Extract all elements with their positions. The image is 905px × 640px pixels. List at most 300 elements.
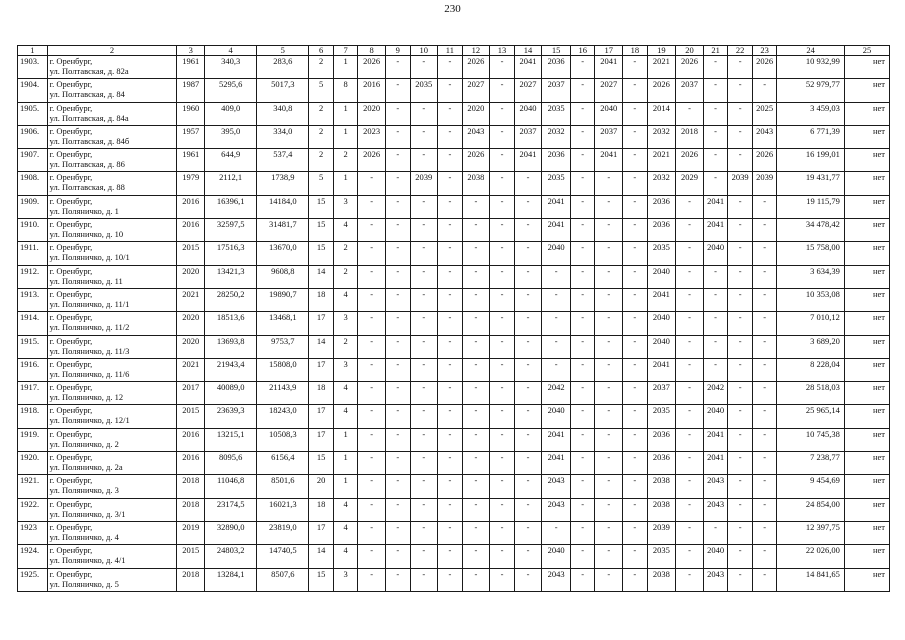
cell-c10: 2035 [410, 79, 438, 102]
cell-floors: 17 [309, 428, 334, 451]
address-cell [47, 498, 177, 521]
cell-entrances: 3 [333, 568, 358, 591]
cell-c13: - [490, 568, 515, 591]
cell-c18: - [623, 475, 648, 498]
cell-c16: - [570, 125, 595, 148]
cell-c20: - [676, 312, 704, 335]
cell-c8: 2020 [358, 102, 386, 125]
cell-c18: - [623, 195, 648, 218]
cell-c20: - [676, 568, 704, 591]
cell-c12: 2020 [462, 102, 490, 125]
cell-c9: - [385, 382, 410, 405]
cell-c13: - [490, 498, 515, 521]
address-cell [47, 149, 177, 172]
cell-c17: 2041 [595, 56, 623, 79]
address-cell [47, 172, 177, 195]
cell-entrances: 4 [333, 545, 358, 568]
cell-cost: 34 478,42 [777, 219, 844, 242]
cell-c13: - [490, 382, 515, 405]
cell-c13: - [490, 265, 515, 288]
address-city: г. Оренбург, [49, 195, 93, 206]
table-row [18, 452, 890, 475]
row-number: 1907. [18, 149, 48, 172]
cell-c10: - [410, 288, 438, 311]
cell-c22: - [728, 125, 753, 148]
cell-floors: 2 [309, 56, 334, 79]
cell-area-total: 8095,6 [205, 452, 257, 475]
row-number: 1925. [18, 568, 48, 591]
cell-c12: - [462, 265, 490, 288]
cell-entrances: 1 [333, 102, 358, 125]
cell-c13: - [490, 219, 515, 242]
table-row [18, 428, 890, 451]
cell-c19: 2040 [647, 265, 676, 288]
cell-c11: - [438, 172, 463, 195]
cell-c16: - [570, 312, 595, 335]
cell-c19: 2035 [647, 545, 676, 568]
cell-c12: - [462, 382, 490, 405]
cell-area-living: 31481,7 [257, 219, 309, 242]
cell-c10: - [410, 102, 438, 125]
cell-c14: - [514, 568, 542, 591]
cell-area-total: 395,0 [205, 125, 257, 148]
cell-c18: - [623, 405, 648, 428]
cell-c23: - [752, 312, 777, 335]
cell-year: 1979 [177, 172, 205, 195]
cell-c21: - [703, 358, 728, 381]
cell-c20: 2037 [676, 79, 704, 102]
cell-area-living: 9753,7 [257, 335, 309, 358]
cell-c20: - [676, 335, 704, 358]
cell-area-total: 409,0 [205, 102, 257, 125]
cell-c15: 2041 [542, 195, 571, 218]
cell-year: 2021 [177, 288, 205, 311]
cell-entrances: 1 [333, 452, 358, 475]
address-street: ул. Поляничко, д. 3 [49, 485, 119, 496]
cell-floors: 15 [309, 195, 334, 218]
cell-c23: - [752, 498, 777, 521]
cell-c11: - [438, 521, 463, 544]
cell-c19: 2032 [647, 125, 676, 148]
cell-c16: - [570, 358, 595, 381]
address-city: г. Оренбург, [49, 405, 93, 416]
cell-c17: - [595, 428, 623, 451]
cell-c17: - [595, 382, 623, 405]
cell-c8: - [358, 452, 386, 475]
address-street: ул. Поляничко, д. 1 [49, 205, 119, 216]
cell-c11: - [438, 382, 463, 405]
cell-c18: - [623, 312, 648, 335]
cell-cost: 3 459,03 [777, 102, 844, 125]
cell-area-living: 18243,0 [257, 405, 309, 428]
cell-c19: 2035 [647, 405, 676, 428]
cell-flag: нет [844, 545, 889, 568]
cell-c11: - [438, 125, 463, 148]
cell-c12: - [462, 428, 490, 451]
column-header: 14 [514, 46, 542, 56]
cell-year: 2019 [177, 521, 205, 544]
cell-c14: - [514, 498, 542, 521]
cell-c21: - [703, 312, 728, 335]
cell-floors: 15 [309, 568, 334, 591]
cell-c18: - [623, 102, 648, 125]
cell-c10: - [410, 568, 438, 591]
table-row [18, 149, 890, 172]
cell-c15: - [542, 288, 571, 311]
cell-year: 2015 [177, 545, 205, 568]
cell-floors: 5 [309, 79, 334, 102]
cell-c23: 2025 [752, 102, 777, 125]
cell-c16: - [570, 405, 595, 428]
cell-cost: 6 771,39 [777, 125, 844, 148]
cell-c14: - [514, 452, 542, 475]
cell-c16: - [570, 102, 595, 125]
cell-c19: 2021 [647, 56, 676, 79]
cell-cost: 9 454,69 [777, 475, 844, 498]
table-row [18, 242, 890, 265]
cell-c18: - [623, 545, 648, 568]
cell-c17: 2041 [595, 149, 623, 172]
cell-c15: - [542, 312, 571, 335]
address-cell [47, 56, 177, 79]
cell-entrances: 1 [333, 56, 358, 79]
column-header: 15 [542, 46, 571, 56]
address-cell [47, 545, 177, 568]
cell-c10: - [410, 125, 438, 148]
cell-entrances: 4 [333, 498, 358, 521]
cell-year: 2018 [177, 475, 205, 498]
table-row [18, 288, 890, 311]
address-cell [47, 475, 177, 498]
cell-c8: - [358, 428, 386, 451]
cell-c18: - [623, 242, 648, 265]
cell-area-living: 13468,1 [257, 312, 309, 335]
cell-c15: 2043 [542, 568, 571, 591]
address-cell [47, 102, 177, 125]
cell-cost: 19 431,77 [777, 172, 844, 195]
cell-entrances: 4 [333, 382, 358, 405]
cell-c22: - [728, 498, 753, 521]
cell-entrances: 3 [333, 195, 358, 218]
column-header: 16 [570, 46, 595, 56]
cell-c12: 2038 [462, 172, 490, 195]
column-header: 8 [358, 46, 386, 56]
cell-c23: - [752, 545, 777, 568]
cell-c23: - [752, 288, 777, 311]
row-number: 1922. [18, 498, 48, 521]
address-street: ул. Поляничко, д. 10/1 [49, 252, 130, 263]
address-cell [47, 288, 177, 311]
cell-c17: - [595, 358, 623, 381]
cell-c15: 2036 [542, 56, 571, 79]
cell-c15: - [542, 521, 571, 544]
cell-c15: 2042 [542, 382, 571, 405]
cell-year: 2021 [177, 358, 205, 381]
column-header: 22 [728, 46, 753, 56]
cell-c9: - [385, 79, 410, 102]
cell-area-living: 9608,8 [257, 265, 309, 288]
cell-c18: - [623, 452, 648, 475]
cell-c10: - [410, 242, 438, 265]
cell-c20: - [676, 265, 704, 288]
cell-c14: - [514, 475, 542, 498]
cell-c23: 2043 [752, 125, 777, 148]
cell-cost: 16 199,01 [777, 149, 844, 172]
cell-c13: - [490, 56, 515, 79]
cell-flag: нет [844, 242, 889, 265]
cell-area-living: 15808,0 [257, 358, 309, 381]
cell-year: 2020 [177, 312, 205, 335]
cell-c22: - [728, 521, 753, 544]
cell-area-total: 17516,3 [205, 242, 257, 265]
cell-c9: - [385, 452, 410, 475]
cell-c10: - [410, 452, 438, 475]
cell-area-living: 19890,7 [257, 288, 309, 311]
cell-c14: - [514, 405, 542, 428]
cell-year: 2016 [177, 195, 205, 218]
cell-c9: - [385, 498, 410, 521]
cell-c8: - [358, 521, 386, 544]
column-header: 12 [462, 46, 490, 56]
cell-flag: нет [844, 265, 889, 288]
cell-c14: - [514, 428, 542, 451]
cell-c13: - [490, 475, 515, 498]
cell-c11: - [438, 265, 463, 288]
cell-c8: - [358, 475, 386, 498]
cell-c14: - [514, 335, 542, 358]
cell-c22: - [728, 475, 753, 498]
row-number: 1918. [18, 405, 48, 428]
table-row [18, 382, 890, 405]
cell-c23: - [752, 358, 777, 381]
cell-c11: - [438, 358, 463, 381]
row-number: 1910. [18, 219, 48, 242]
cell-c18: - [623, 382, 648, 405]
cell-c20: - [676, 242, 704, 265]
cell-c23: - [752, 452, 777, 475]
cell-area-total: 24803,2 [205, 545, 257, 568]
cell-c19: 2026 [647, 79, 676, 102]
cell-c10: - [410, 312, 438, 335]
cell-c21: 2041 [703, 219, 728, 242]
cell-cost: 25 965,14 [777, 405, 844, 428]
cell-c19: 2014 [647, 102, 676, 125]
address-city: г. Оренбург, [49, 475, 93, 486]
address-cell [47, 79, 177, 102]
cell-c12: - [462, 452, 490, 475]
cell-c9: - [385, 265, 410, 288]
row-number: 1920. [18, 452, 48, 475]
cell-c9: - [385, 568, 410, 591]
address-street: ул. Поляничко, д. 11/2 [49, 322, 130, 333]
cell-cost: 10 353,08 [777, 288, 844, 311]
cell-area-living: 23819,0 [257, 521, 309, 544]
cell-c9: - [385, 405, 410, 428]
cell-c22: - [728, 568, 753, 591]
cell-c16: - [570, 242, 595, 265]
cell-c14: - [514, 382, 542, 405]
table-row [18, 79, 890, 102]
cell-c20: - [676, 545, 704, 568]
cell-c13: - [490, 102, 515, 125]
address-cell [47, 568, 177, 591]
cell-entrances: 8 [333, 79, 358, 102]
cell-c20: - [676, 521, 704, 544]
cell-c14: - [514, 172, 542, 195]
cell-c15: 2041 [542, 452, 571, 475]
cell-c18: - [623, 219, 648, 242]
cell-c8: - [358, 498, 386, 521]
cell-c8: - [358, 219, 386, 242]
cell-c12: - [462, 219, 490, 242]
cell-c14: - [514, 195, 542, 218]
cell-c23: 2026 [752, 56, 777, 79]
cell-flag: нет [844, 428, 889, 451]
cell-area-total: 13421,3 [205, 265, 257, 288]
address-city: г. Оренбург, [49, 56, 93, 66]
column-header: 19 [647, 46, 676, 56]
cell-c19: 2036 [647, 428, 676, 451]
column-header: 10 [410, 46, 438, 56]
cell-c18: - [623, 79, 648, 102]
cell-c21: - [703, 56, 728, 79]
cell-flag: нет [844, 219, 889, 242]
address-street: ул. Поляничко, д. 11/3 [49, 345, 130, 356]
cell-floors: 17 [309, 521, 334, 544]
address-city: г. Оренбург, [49, 312, 93, 323]
cell-c13: - [490, 288, 515, 311]
cell-c20: 2018 [676, 125, 704, 148]
column-number-header [18, 46, 890, 56]
cell-c15: 2040 [542, 405, 571, 428]
cell-year: 2016 [177, 452, 205, 475]
cell-c14: 2040 [514, 102, 542, 125]
column-header: 23 [752, 46, 777, 56]
row-number: 1923 [18, 521, 48, 544]
cell-entrances: 3 [333, 358, 358, 381]
cell-c19: 2038 [647, 498, 676, 521]
cell-c13: - [490, 195, 515, 218]
cell-flag: нет [844, 312, 889, 335]
cell-c14: - [514, 265, 542, 288]
cell-c14: - [514, 521, 542, 544]
cell-c12: - [462, 288, 490, 311]
cell-c21: 2041 [703, 452, 728, 475]
cell-c11: - [438, 195, 463, 218]
cell-c11: - [438, 242, 463, 265]
cell-flag: нет [844, 498, 889, 521]
cell-area-living: 13670,0 [257, 242, 309, 265]
cell-c23: - [752, 79, 777, 102]
cell-c22: - [728, 56, 753, 79]
address-cell [47, 312, 177, 335]
cell-c11: - [438, 56, 463, 79]
cell-c10: - [410, 335, 438, 358]
cell-entrances: 2 [333, 335, 358, 358]
cell-year: 1960 [177, 102, 205, 125]
cell-year: 2017 [177, 382, 205, 405]
cell-c20: - [676, 428, 704, 451]
cell-c22: - [728, 405, 753, 428]
column-header: 3 [177, 46, 205, 56]
cell-cost: 10 745,38 [777, 428, 844, 451]
cell-area-total: 2112,1 [205, 172, 257, 195]
cell-c15: 2032 [542, 125, 571, 148]
cell-c21: - [703, 265, 728, 288]
cell-cost: 7 238,77 [777, 452, 844, 475]
cell-c21: 2043 [703, 475, 728, 498]
address-street: ул. Поляничко, д. 11 [49, 275, 123, 286]
cell-year: 2018 [177, 498, 205, 521]
cell-c18: - [623, 172, 648, 195]
table-row [18, 219, 890, 242]
cell-c13: - [490, 149, 515, 172]
cell-year: 2020 [177, 335, 205, 358]
address-street: ул. Поляничко, д. 3/1 [49, 508, 126, 519]
cell-entrances: 2 [333, 265, 358, 288]
cell-area-total: 28250,2 [205, 288, 257, 311]
column-header: 17 [595, 46, 623, 56]
address-city: г. Оренбург, [49, 358, 93, 369]
cell-c21: - [703, 521, 728, 544]
address-street: ул. Поляничко, д. 10 [49, 229, 124, 240]
cell-cost: 52 979,77 [777, 79, 844, 102]
cell-area-total: 16396,1 [205, 195, 257, 218]
table-row [18, 335, 890, 358]
cell-c13: - [490, 358, 515, 381]
cell-entrances: 1 [333, 125, 358, 148]
cell-c11: - [438, 288, 463, 311]
cell-c16: - [570, 568, 595, 591]
cell-c10: - [410, 545, 438, 568]
cell-area-total: 13215,1 [205, 428, 257, 451]
table-row [18, 405, 890, 428]
cell-c18: - [623, 125, 648, 148]
address-cell [47, 335, 177, 358]
address-city: г. Оренбург, [49, 265, 93, 276]
cell-c18: - [623, 265, 648, 288]
cell-c23: - [752, 265, 777, 288]
cell-cost: 15 758,00 [777, 242, 844, 265]
row-number: 1903. [18, 56, 48, 79]
cell-c17: - [595, 288, 623, 311]
cell-c17: - [595, 452, 623, 475]
cell-c20: - [676, 288, 704, 311]
page-number: 230 [444, 3, 461, 15]
cell-floors: 2 [309, 125, 334, 148]
cell-c14: - [514, 288, 542, 311]
cell-c22: - [728, 358, 753, 381]
cell-c22: - [728, 265, 753, 288]
address-street: ул. Поляничко, д. 12 [49, 392, 124, 403]
cell-c19: 2038 [647, 475, 676, 498]
cell-c12: - [462, 498, 490, 521]
cell-c20: - [676, 452, 704, 475]
cell-flag: нет [844, 125, 889, 148]
cell-c16: - [570, 79, 595, 102]
column-header: 7 [333, 46, 358, 56]
address-cell [47, 219, 177, 242]
cell-c14: - [514, 358, 542, 381]
cell-c21: - [703, 335, 728, 358]
address-street: ул. Поляничко, д. 2а [49, 462, 123, 473]
cell-c10: 2039 [410, 172, 438, 195]
cell-c11: - [438, 312, 463, 335]
cell-area-living: 334,0 [257, 125, 309, 148]
cell-flag: нет [844, 382, 889, 405]
cell-c13: - [490, 172, 515, 195]
cell-c16: - [570, 545, 595, 568]
